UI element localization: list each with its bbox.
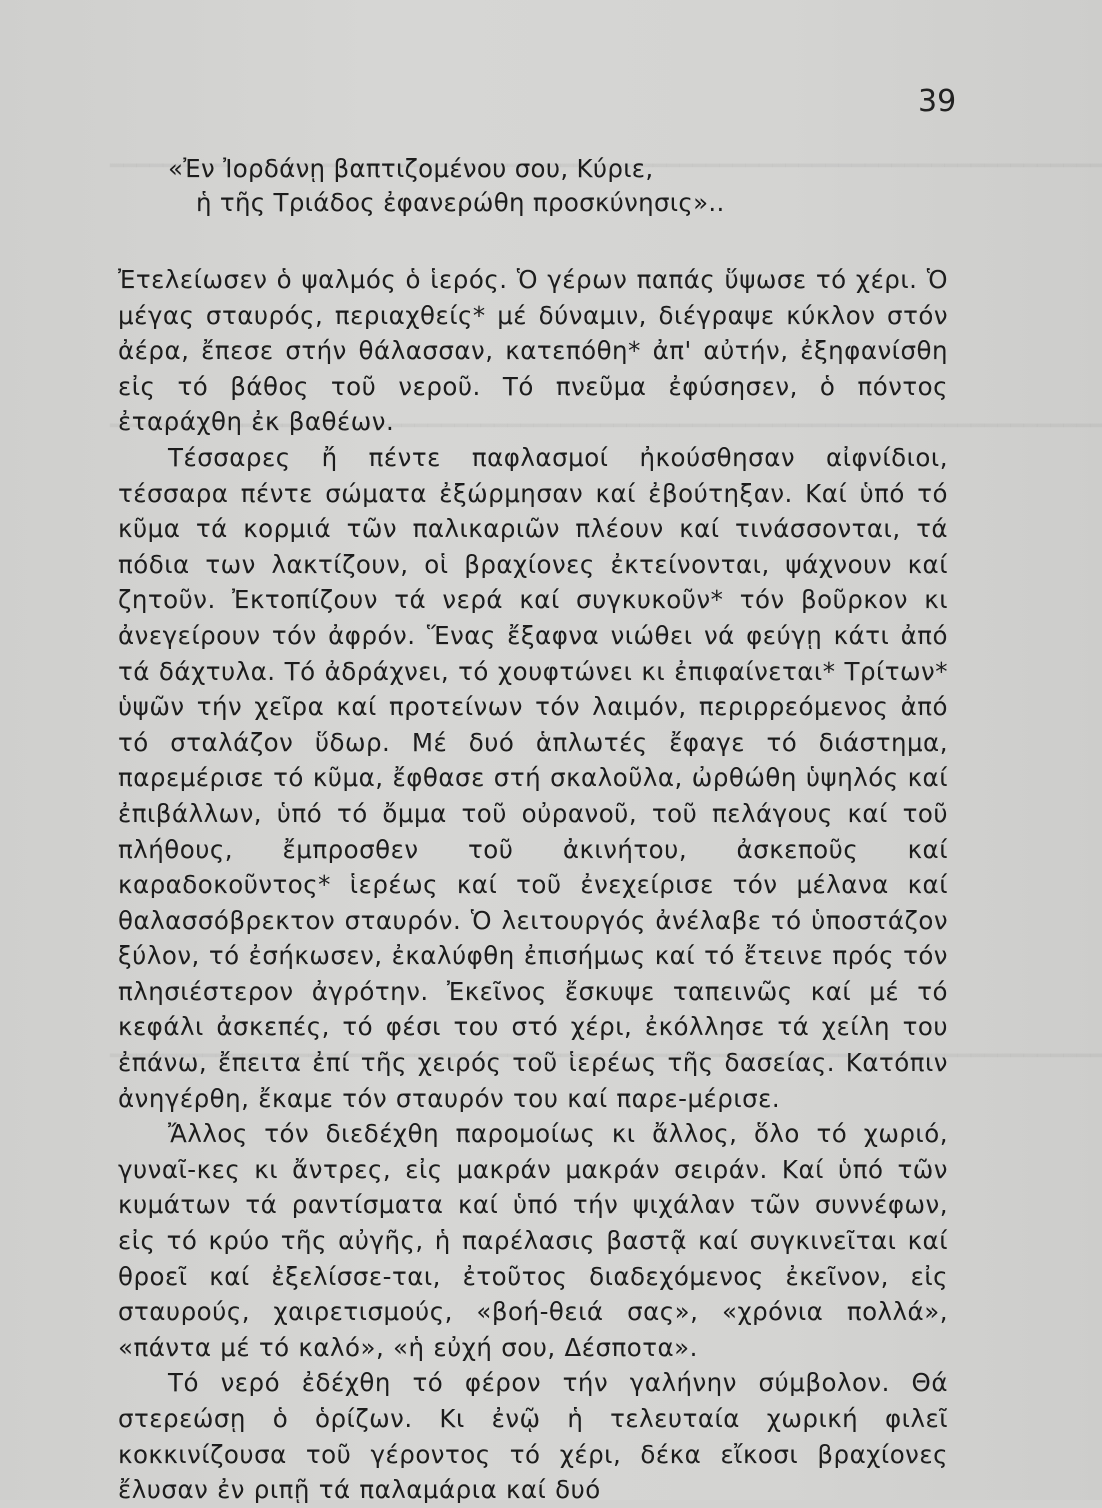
paragraph: Ἐτελείωσεν ὁ ψαλμός ὁ ἱερός. Ὁ γέρων παπάς ὕψωσε τό χέρι. Ὁ μέγας σταυρός, περιαχθείς* μέ δύναμιν, διέγραψε κύκλον στόν ἀέρα, ἔπεσε στήν θάλασσαν, κατεπόθη* ἀπ' αὐτήν, ἐξηφανίσθη εἰς τό βάθος τοῦ νεροῦ. Τό πνεῦμα ἐφύσησεν, ὁ πόντος ἐταράχθη ἐκ βαθέων. [118,265,948,437]
epigraph-quote [168,152,968,220]
epigraph-line: «Ἐν Ἰορδάνῃ βαπτιζομένου σου, Κύριε, [168,154,654,183]
paragraph: Τό νερό ἐδέχθη τό φέρον τήν γαλήνην σύμβολον. Θά στερεώσῃ ὁ ὁρίζων. Κι ἐνῷ ἡ τελευταία χωρική φιλεῖ κοκκινίζουσα τοῦ γέροντος τό χέρι, δέκα εἴκοσι βραχίονες ἔλυσαν ἐν ριπῇ τά παλαμάρια καί δυό [118,1368,948,1505]
main-text [118,262,948,1508]
page-number: 39 [918,84,957,119]
epigraph-line: ἡ τῆς Τριάδος ἐφανερώθη προσκύνησις».. [196,188,725,217]
paragraph: Τέσσαρες ἤ πέντε παφλασμοί ἠκούσθησαν αἰφνίδιοι, τέσσαρα πέντε σώματα ἐξώρμησαν καί ἐβούτηξαν. Καί ὑπό τό κῦμα τά κορμιά τῶν παλικαριῶν πλέουν καί τινάσσονται, τά πόδια των λακτίζουν, οἱ βραχίονες ἐκτείνονται, ψάχνουν καί ζητοῦν. Ἐκτοπίζουν τά νερά καί συγκυκοῦν* τόν βοῦρκον κι ἀνεγείρουν τόν ἀφρόν. Ἕνας ἔξαφνα νιώθει νά φεύγῃ κάτι ἀπό τά δάχτυλα. Τό ἀδράχνει, τό χουφτώνει κι ἐπιφαίνεται* Τρίτων* ὑψῶν τήν χεῖρα καί προτείνων τόν λαιμόν, περιρρεόμενος ἀπό τό σταλάζον ὕδωρ. Μέ δυό ἁπλωτές ἔφαγε τό διάστημα, παρεμέρισε τό κῦμα, ἔφθασε στή σκαλοῦλα, ὠρθώθη ὑψηλός καί ἐπιβάλλων, ὑπό τό ὄμμα τοῦ οὐρανοῦ, τοῦ πελάγους καί τοῦ πλήθους, ἔμπροσθεν τοῦ ἀκινήτου, ἀσκεποῦς καί καραδοκοῦντος* ἱερέως καί τοῦ ἐνεχείρισε τόν μέλανα καί θαλασσόβρεκτον σταυρόν. Ὁ λειτουργός ἀνέλαβε τό ὑποστάζον ξύλον, τό ἐσήκωσεν, ἐκαλύφθη ἐπισήμως καί τό ἔτεινε πρός τόν πλησιέστερον ἀγρότην. Ἐκεῖνος ἔσκυψε ταπεινῶς καί μέ τό κεφάλι ἀσκεπές, τό φέσι του στό χέρι, ἐκόλλησε τά χείλη του ἐπάνω, ἔπειτα ἐπί τῆς χειρός τοῦ ἱερέως τῆς δασείας. Κατόπιν ἀνηγέρθη, ἔκαμε τόν σταυρόν του καί παρε-μέρισε. [118,442,948,1113]
paragraph: Ἄλλος τόν διεδέχθη παρομοίως κι ἄλλος, ὅλο τό χωριό, γυναῖ-κες κι ἄντρες, εἰς μακράν μακράν σειράν. Καί ὑπό τῶν κυμάτων τά ραντίσματα καί ὑπό τήν ψιχάλαν τῶν συννέφων, εἰς τό κρύο τῆς αὐγῆς, ἡ παρέλασις βαστᾷ καί συγκινεῖται καί θροεῖ καί ἐξελίσσε-ται, ἐτοῦτος διαδεχόμενος ἐκεῖνον, εἰς σταυρούς, χαιρετισμούς, «βοή-θειά σας», «χρόνια πολλά», «πάντα μέ τό καλό», «ἡ εὐχή σου, Δέσποτα». [118,1119,948,1362]
